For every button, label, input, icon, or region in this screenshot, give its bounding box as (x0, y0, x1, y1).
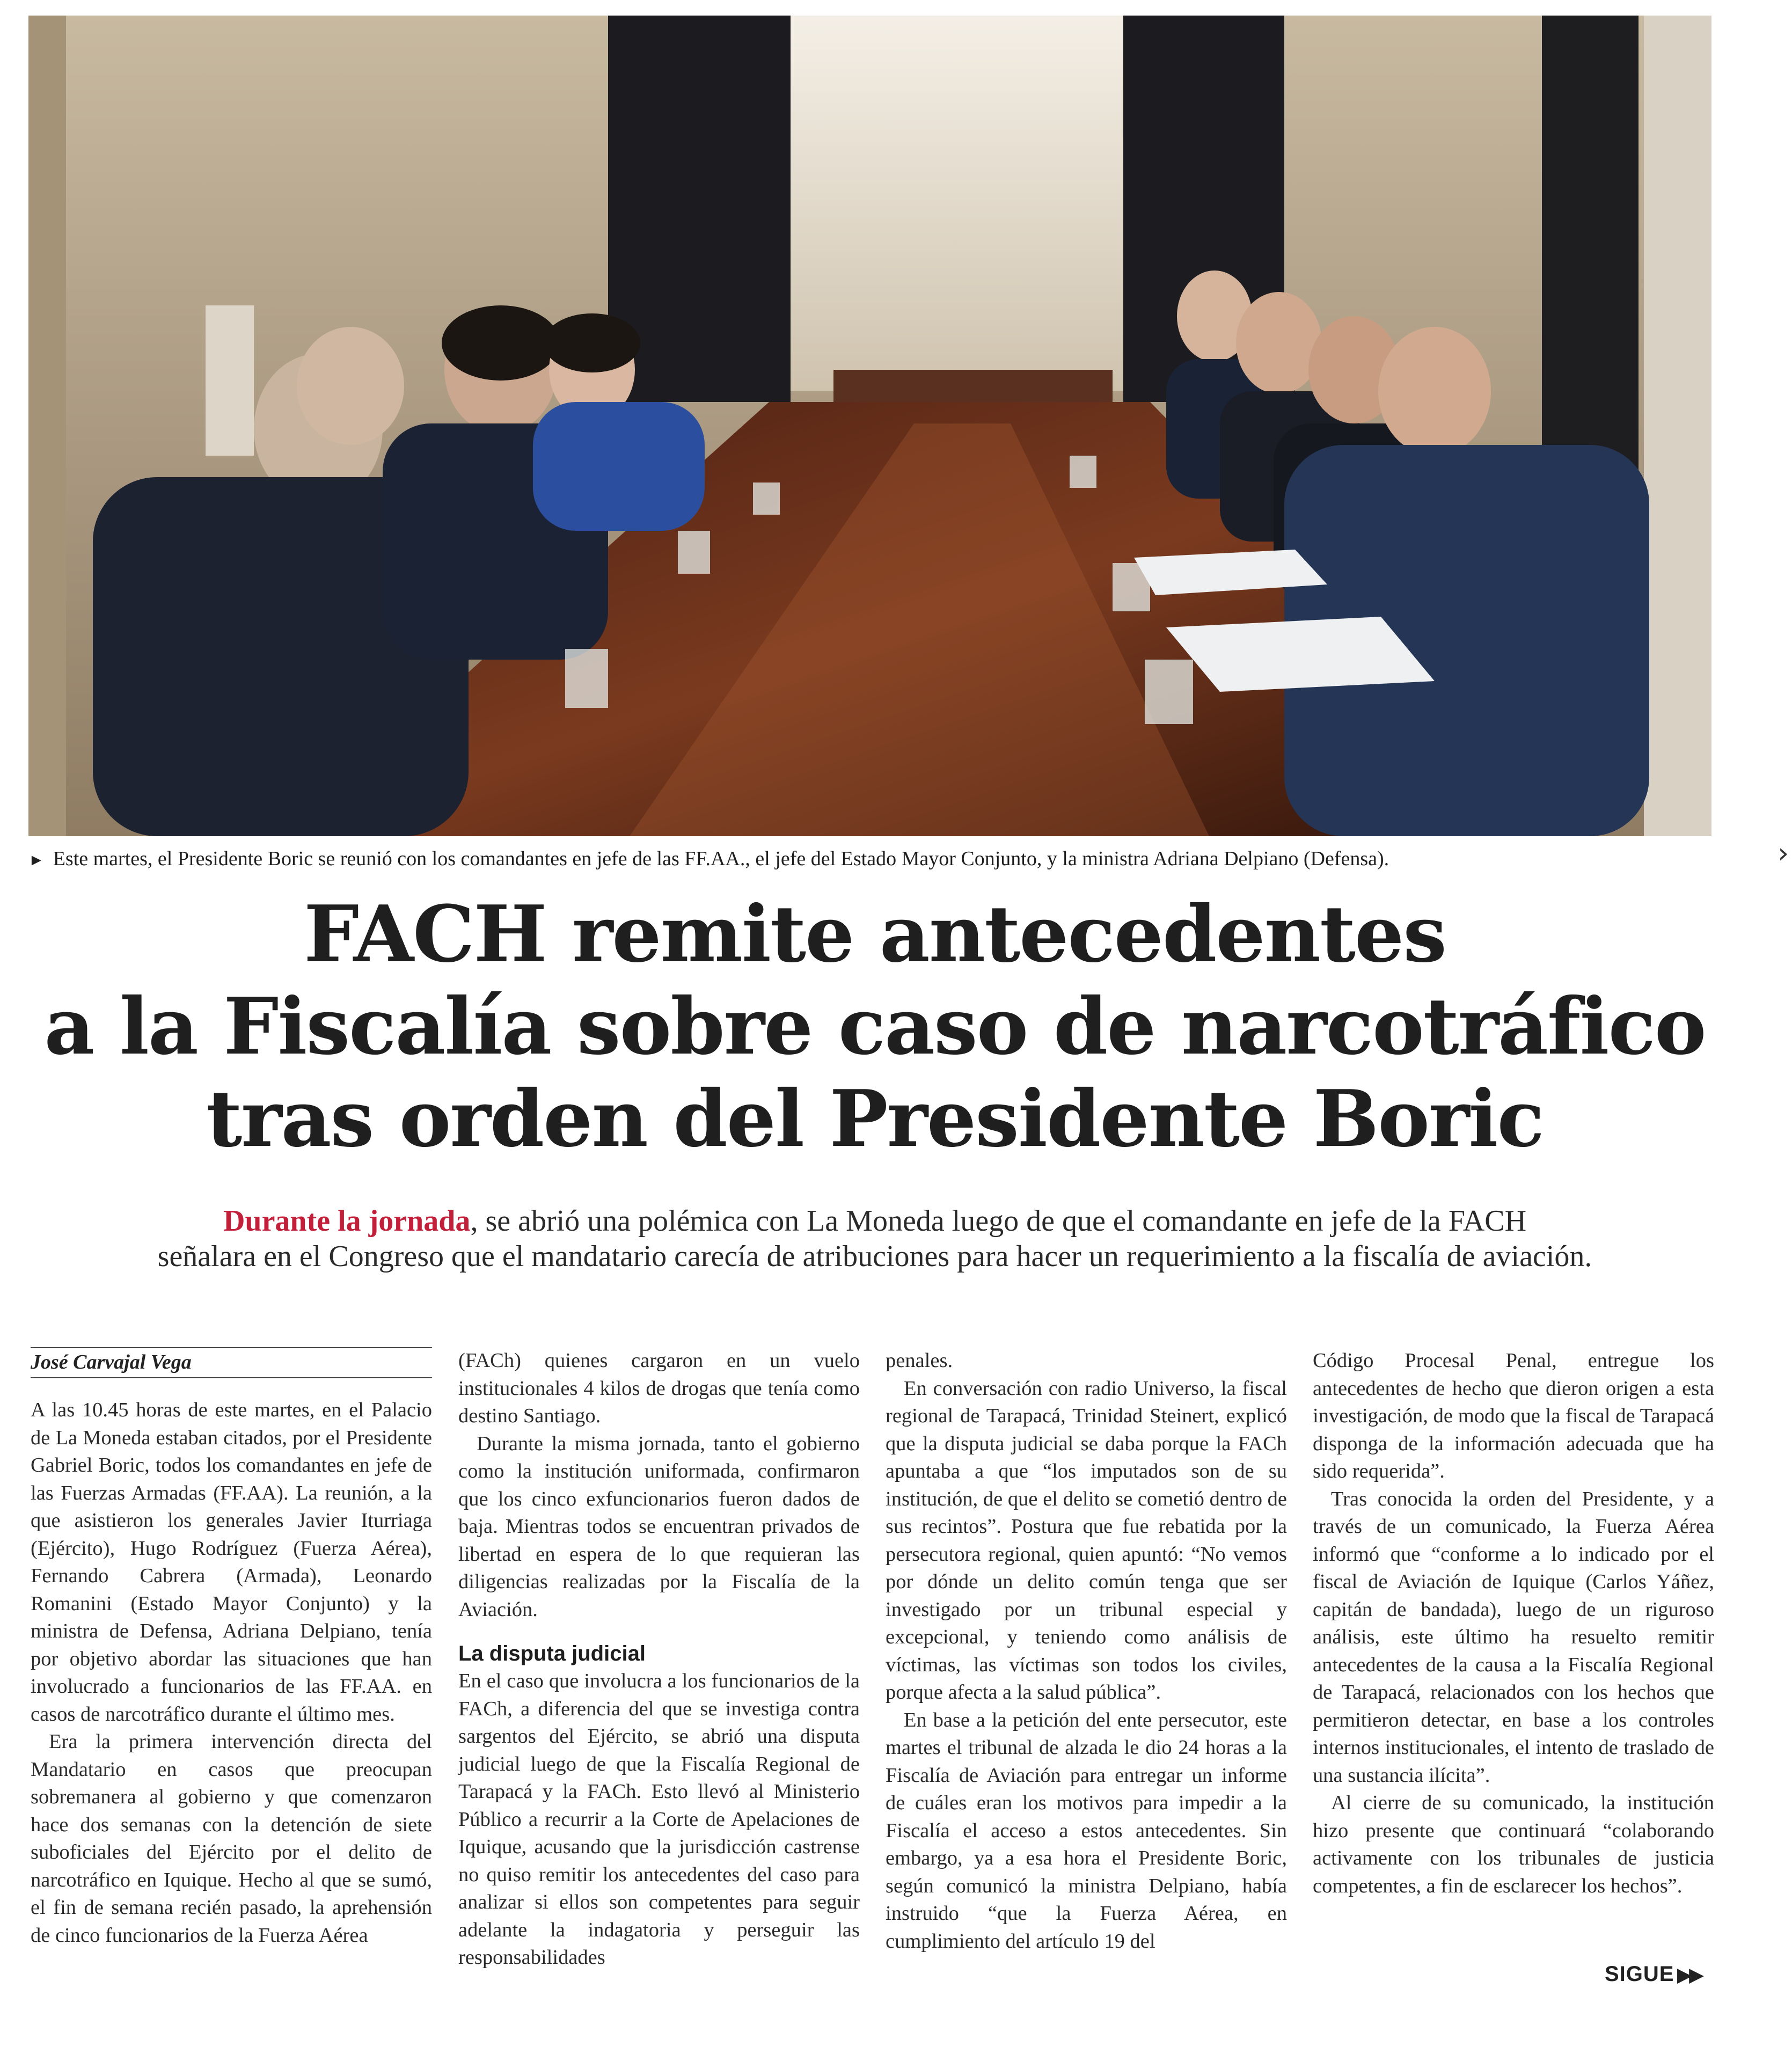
deck-line-1-rest: , se abrió una polémica con La Moneda luego de que el comandante en jefe de la FACH (470, 1204, 1527, 1238)
article-column-4 (1313, 1347, 1714, 1900)
paragraph: Durante la misma jornada, tanto el gobierno como la institución uniformada, confirmaron que los cinco exfuncionarios fueron dados de baja. Mientras todos se encuentran privados de libertad en espera de lo que requieran las diligencias realizadas por la Fiscalía de la Aviación. (458, 1432, 860, 1621)
paragraph: Era la primera intervención directa del Mandatario en casos que preocupan sobremanera al gobierno y que comenzaron hace dos semanas con la detención de siete suboficiales del Ejército por el delito de narcotráfico en Iquique. Hecho al que se sumó, el fin de semana recién pasado, la aprehensión de cinco funcionarios de la Fuerza Aérea (31, 1730, 432, 1947)
double-arrow-icon: ▶▶ (1677, 1965, 1701, 1985)
paragraph: A las 10.45 horas de este martes, en el Palacio de La Moneda estaban citados, por el Presidente Gabriel Boric, todos los comandantes en jefe de las Fuerzas Armadas (FF.AA). La reunión, a la que asistieron los generales Javier Iturriaga (Ejército), Hugo Rodríguez (Fuerza Aérea), Fernando Cabrera (Armada), Leonardo Romanini (Estado Mayor Conjunto) y la ministra de Defensa, Adriana Delpiano, tenía por objetivo abordar las situaciones que han involucrado a funcionarios de las FF.AA. en casos de narcotráfico durante el último mes. (31, 1399, 432, 1726)
article-column-2 (458, 1347, 860, 1972)
caption-marker-icon: ► (28, 851, 45, 869)
chevron-right-icon[interactable]: › (1778, 837, 1789, 869)
photo-caption-text: Este martes, el Presidente Boric se reunió con los comandantes en jefe de las FF.AA., el jefe del Estado Mayor Conjunto, y la ministra Adriana Delpiano (Defensa). (53, 847, 1389, 870)
byline-author: José Carvajal Vega (31, 1351, 192, 1373)
continue-label: SIGUE (1605, 1962, 1674, 1986)
subheading: La disputa judicial (458, 1642, 646, 1665)
byline (31, 1347, 432, 1378)
continue-marker (1605, 1962, 1701, 1986)
paragraph: Al cierre de su comunicado, la institución hizo presente que continuará “colaborando activamente con los tribunales de justicia competentes, a fin de esclarecer los hechos”. (1313, 1792, 1714, 1897)
deck-lead: Durante la jornada (223, 1204, 471, 1238)
deck-line-1 (0, 1203, 1750, 1239)
paragraph: Tras conocida la orden del Presidente, y a través de un comunicado, la Fuerza Aérea informó que “conforme a lo indicado por el fiscal de Aviación de Iquique (Carlos Yáñez, capitán de bandada), luego de un riguroso análisis, este último ha resuelto remitir antecedentes de la causa a la Fiscalía Regional de Tarapacá, relacionados con los hechos que permitieron detectar, en base a los controles internos institucionales, el intento de traslado de una sustancia ilícita”. (1313, 1487, 1714, 1787)
paragraph: (FACh) quienes cargaron en un vuelo institucionales 4 kilos de drogas que tenía como destino Santiago. (458, 1349, 860, 1427)
headline (0, 888, 1750, 1165)
paragraph: En conversación con radio Universo, la fiscal regional de Tarapacá, Trinidad Steinert, explicó que la disputa judicial se daba porque la FACh apuntaba a que “los imputados son de su institución, de que el delito se cometió dentro de sus recintos”. Postura que fue rebatida por la persecutora regional, quien apuntó: “No vemos por dónde un delito común tenga que ser investigado por un tribunal especial y excepcional, y teniendo como análisis de víctimas, las víctimas son todos los civiles, porque afecta a la salud pública”. (886, 1377, 1287, 1704)
article-column-1 (31, 1397, 432, 1949)
headline-line-1: FACH remite antecedentes (304, 889, 1446, 980)
paragraph: penales. (886, 1349, 953, 1372)
deck (0, 1203, 1750, 1274)
photo-caption (28, 846, 1724, 873)
paragraph: Código Procesal Penal, entregue los antecedentes de hecho que dieron origen a esta investigación, de modo que la fiscal de Tarapacá disponga de la información adecuada que ha sido requerida”. (1313, 1349, 1714, 1482)
meeting-photo-illustration (28, 16, 1711, 836)
article-column-3 (886, 1347, 1287, 1955)
headline-line-2: a la Fiscalía sobre caso de narcotráfico (44, 981, 1706, 1072)
headline-line-3: tras orden del Presidente Boric (206, 1073, 1544, 1165)
deck-line-2: señalara en el Congreso que el mandatario carecía de atribuciones para hacer un requerimiento a la fiscalía de aviación. (157, 1240, 1592, 1273)
meeting-photo (28, 16, 1711, 836)
paragraph: En el caso que involucra a los funcionarios de la FACh, a diferencia del que se investiga contra sargentos del Ejército, se abrió una disputa judicial luego de que la Fiscalía Regional de Tarapacá y la FACh. Esto llevó al Ministerio Público a recurrir a la Corte de Apelaciones de Iquique, acusando que la jurisdicción castrense no quiso remitir los antecedentes del caso para analizar si ellos son competentes para seguir adelante la indagatoria y perseguir las responsabilidades (458, 1670, 860, 1969)
paragraph: En base a la petición del ente persecutor, este martes el tribunal de alzada le dio 24 horas a la Fiscalía de Aviación para entregar un informe de cuáles eran los motivos para impedir a la Fiscalía el acceso a estos antecedentes. Sin embargo, ya a esa hora el Presidente Boric, según comunicó la ministra Delpiano, había instruido “que la Fuerza Aérea, en cumplimiento del artículo 19 del (886, 1708, 1287, 1953)
